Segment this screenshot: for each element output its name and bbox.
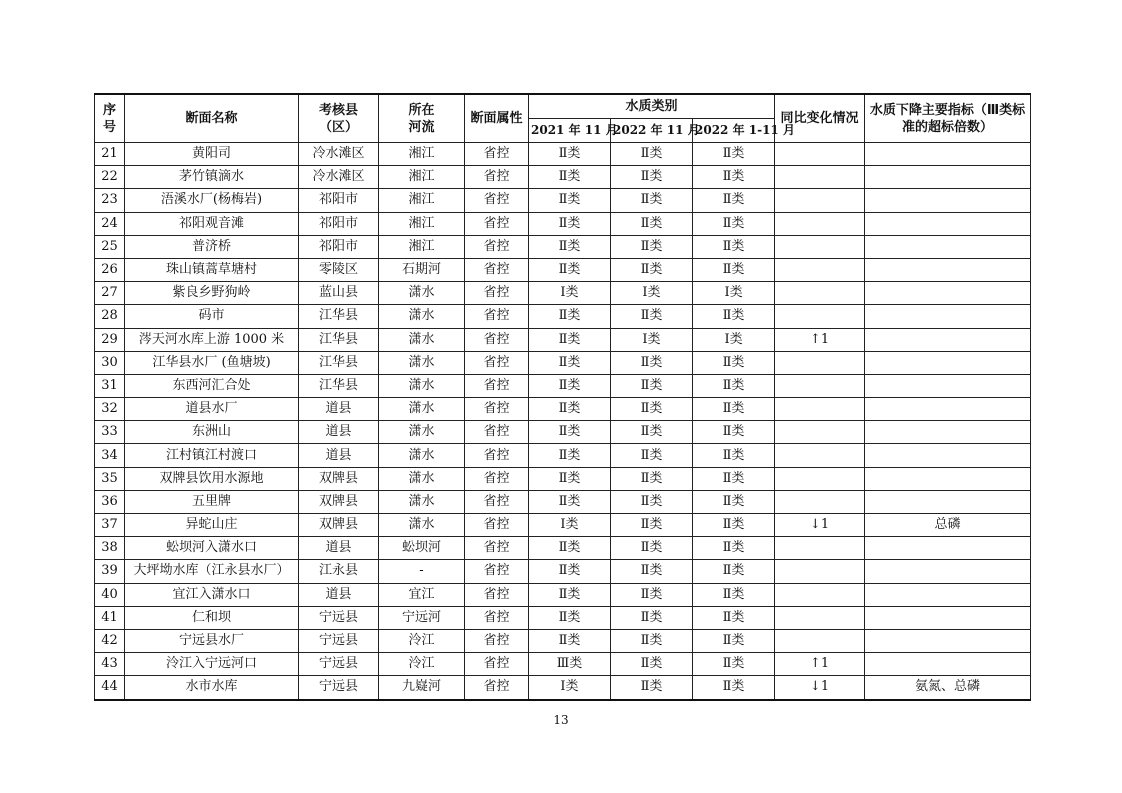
row-class-2021-nov: Ⅰ类 (529, 676, 611, 700)
header-water-quality: 水质类别 (529, 94, 775, 119)
row-county: 道县 (299, 398, 379, 421)
row-class-2022-nov: Ⅱ类 (611, 143, 693, 166)
row-class-2021-nov: Ⅱ类 (529, 490, 611, 513)
row-seq: 34 (95, 444, 125, 467)
row-class-2021-nov: Ⅱ类 (529, 537, 611, 560)
row-river: 泠江 (379, 629, 465, 652)
header-indicator: 水质下降主要指标（Ⅲ类标准的超标倍数） (865, 94, 1031, 143)
table-row (95, 676, 1031, 700)
row-attribute: 省控 (465, 351, 529, 374)
row-decline-indicator (865, 444, 1031, 467)
row-attribute: 省控 (465, 629, 529, 652)
table-row (95, 235, 1031, 258)
row-section-name: 东洲山 (125, 421, 299, 444)
row-attribute: 省控 (465, 305, 529, 328)
row-attribute: 省控 (465, 606, 529, 629)
row-county: 零陵区 (299, 258, 379, 281)
row-class-2022-range: Ⅱ类 (693, 351, 775, 374)
row-decline-indicator (865, 328, 1031, 351)
row-river: 潇水 (379, 421, 465, 444)
table-row (95, 189, 1031, 212)
row-class-2022-range: Ⅰ类 (693, 328, 775, 351)
row-seq: 31 (95, 374, 125, 397)
row-class-2022-nov: Ⅱ类 (611, 421, 693, 444)
row-class-2022-nov: Ⅱ类 (611, 351, 693, 374)
row-seq: 29 (95, 328, 125, 351)
row-river: 宜江 (379, 583, 465, 606)
row-seq: 38 (95, 537, 125, 560)
row-river: 潇水 (379, 467, 465, 490)
row-decline-indicator (865, 282, 1031, 305)
row-attribute: 省控 (465, 560, 529, 583)
row-class-2022-range: Ⅱ类 (693, 467, 775, 490)
row-attribute: 省控 (465, 467, 529, 490)
row-class-2021-nov: Ⅱ类 (529, 328, 611, 351)
table-row (95, 374, 1031, 397)
row-yoy-change (775, 467, 865, 490)
row-decline-indicator (865, 421, 1031, 444)
row-class-2021-nov: Ⅱ类 (529, 444, 611, 467)
row-decline-indicator (865, 189, 1031, 212)
row-class-2021-nov: Ⅱ类 (529, 421, 611, 444)
row-class-2022-range: Ⅱ类 (693, 653, 775, 676)
row-yoy-change (775, 537, 865, 560)
row-decline-indicator (865, 235, 1031, 258)
row-class-2021-nov: Ⅱ类 (529, 189, 611, 212)
row-class-2021-nov: Ⅱ类 (529, 305, 611, 328)
row-class-2021-nov: Ⅱ类 (529, 235, 611, 258)
row-yoy-change (775, 421, 865, 444)
row-class-2022-nov: Ⅱ类 (611, 537, 693, 560)
row-class-2022-nov: Ⅰ类 (611, 328, 693, 351)
row-attribute: 省控 (465, 421, 529, 444)
row-class-2022-range: Ⅱ类 (693, 444, 775, 467)
row-section-name: 泠江入宁远河口 (125, 653, 299, 676)
table-row (95, 143, 1031, 166)
row-seq: 22 (95, 166, 125, 189)
row-river: 潇水 (379, 328, 465, 351)
row-attribute: 省控 (465, 490, 529, 513)
row-class-2022-range: Ⅱ类 (693, 560, 775, 583)
row-county: 江华县 (299, 374, 379, 397)
row-class-2022-range: Ⅱ类 (693, 189, 775, 212)
row-section-name: 道县水厂 (125, 398, 299, 421)
row-yoy-change (775, 143, 865, 166)
row-attribute: 省控 (465, 258, 529, 281)
row-county: 江华县 (299, 305, 379, 328)
row-river: 潇水 (379, 282, 465, 305)
row-river: 潇水 (379, 514, 465, 537)
row-yoy-change (775, 212, 865, 235)
row-yoy-change (775, 305, 865, 328)
header-name: 断面名称 (125, 94, 299, 143)
row-river: 宁远河 (379, 606, 465, 629)
row-river: - (379, 560, 465, 583)
row-class-2021-nov: Ⅱ类 (529, 606, 611, 629)
row-section-name: 异蛇山庄 (125, 514, 299, 537)
row-decline-indicator (865, 606, 1031, 629)
row-attribute: 省控 (465, 398, 529, 421)
header-river: 所在河流 (379, 94, 465, 143)
row-river: 湘江 (379, 189, 465, 212)
table-row (95, 258, 1031, 281)
row-decline-indicator (865, 258, 1031, 281)
table-row (95, 606, 1031, 629)
row-county: 冷水滩区 (299, 143, 379, 166)
row-seq: 28 (95, 305, 125, 328)
table-body (95, 143, 1031, 700)
row-decline-indicator (865, 374, 1031, 397)
row-county: 双牌县 (299, 467, 379, 490)
row-river: 湘江 (379, 212, 465, 235)
row-class-2022-range: Ⅱ类 (693, 421, 775, 444)
row-yoy-change (775, 398, 865, 421)
row-class-2022-range: Ⅱ类 (693, 583, 775, 606)
row-attribute: 省控 (465, 166, 529, 189)
header-yoy: 同比变化情况 (775, 94, 865, 143)
row-river: 潇水 (379, 305, 465, 328)
row-county: 江永县 (299, 560, 379, 583)
row-county: 宁远县 (299, 653, 379, 676)
row-section-name: 黄阳司 (125, 143, 299, 166)
table-row (95, 629, 1031, 652)
row-class-2021-nov: Ⅲ类 (529, 653, 611, 676)
row-decline-indicator (865, 629, 1031, 652)
row-class-2021-nov: Ⅰ类 (529, 514, 611, 537)
row-seq: 33 (95, 421, 125, 444)
table-row (95, 328, 1031, 351)
row-section-name: 宁远县水厂 (125, 629, 299, 652)
row-section-name: 江村镇江村渡口 (125, 444, 299, 467)
row-class-2022-nov: Ⅱ类 (611, 258, 693, 281)
row-county: 双牌县 (299, 514, 379, 537)
row-class-2022-range: Ⅱ类 (693, 143, 775, 166)
row-attribute: 省控 (465, 583, 529, 606)
row-river: 湘江 (379, 235, 465, 258)
row-class-2022-nov: Ⅱ类 (611, 189, 693, 212)
row-section-name: 五里牌 (125, 490, 299, 513)
row-class-2022-nov: Ⅱ类 (611, 374, 693, 397)
row-section-name: 蚣坝河入潇水口 (125, 537, 299, 560)
row-section-name: 祁阳观音滩 (125, 212, 299, 235)
row-yoy-change: ↓1 (775, 514, 865, 537)
row-seq: 40 (95, 583, 125, 606)
row-class-2022-nov: Ⅱ类 (611, 212, 693, 235)
row-section-name: 水市水库 (125, 676, 299, 700)
row-section-name: 茅竹镇滴水 (125, 166, 299, 189)
table-row (95, 421, 1031, 444)
row-section-name: 珠山镇蒿草塘村 (125, 258, 299, 281)
row-decline-indicator: 总磷 (865, 514, 1031, 537)
row-class-2022-nov: Ⅱ类 (611, 676, 693, 700)
row-county: 双牌县 (299, 490, 379, 513)
row-class-2022-nov: Ⅱ类 (611, 305, 693, 328)
row-county: 宁远县 (299, 629, 379, 652)
table-row (95, 583, 1031, 606)
row-seq: 42 (95, 629, 125, 652)
row-class-2022-range: Ⅱ类 (693, 490, 775, 513)
row-attribute: 省控 (465, 282, 529, 305)
row-decline-indicator (865, 653, 1031, 676)
row-river: 湘江 (379, 143, 465, 166)
row-seq: 44 (95, 676, 125, 700)
water-quality-table (94, 93, 1031, 701)
row-county: 道县 (299, 583, 379, 606)
row-seq: 30 (95, 351, 125, 374)
row-seq: 41 (95, 606, 125, 629)
row-section-name: 东西河汇合处 (125, 374, 299, 397)
table-row (95, 537, 1031, 560)
row-class-2022-range: Ⅱ类 (693, 258, 775, 281)
row-class-2022-range: Ⅱ类 (693, 514, 775, 537)
row-class-2022-range: Ⅱ类 (693, 537, 775, 560)
row-class-2022-range: Ⅱ类 (693, 629, 775, 652)
row-river: 潇水 (379, 374, 465, 397)
row-county: 江华县 (299, 328, 379, 351)
table-row (95, 444, 1031, 467)
row-seq: 37 (95, 514, 125, 537)
row-seq: 26 (95, 258, 125, 281)
row-county: 江华县 (299, 351, 379, 374)
row-class-2022-range: Ⅱ类 (693, 676, 775, 700)
row-class-2021-nov: Ⅱ类 (529, 398, 611, 421)
table-row (95, 490, 1031, 513)
header-2022-range: 2022 年 1-11 月 (693, 119, 775, 143)
row-section-name: 涔天河水库上游 1000 米 (125, 328, 299, 351)
row-attribute: 省控 (465, 676, 529, 700)
table-row (95, 653, 1031, 676)
row-decline-indicator: 氨氮、总磷 (865, 676, 1031, 700)
table-row (95, 305, 1031, 328)
row-county: 道县 (299, 421, 379, 444)
table-row (95, 351, 1031, 374)
row-county: 冷水滩区 (299, 166, 379, 189)
row-class-2022-nov: Ⅱ类 (611, 653, 693, 676)
row-class-2022-nov: Ⅱ类 (611, 583, 693, 606)
row-yoy-change: ↓1 (775, 676, 865, 700)
row-section-name: 江华县水厂 (鱼塘坡) (125, 351, 299, 374)
row-yoy-change (775, 490, 865, 513)
row-yoy-change (775, 583, 865, 606)
row-class-2021-nov: Ⅱ类 (529, 143, 611, 166)
row-county: 祁阳市 (299, 235, 379, 258)
row-river: 九嶷河 (379, 676, 465, 700)
header-county: 考核县（区） (299, 94, 379, 143)
row-yoy-change (775, 560, 865, 583)
row-decline-indicator (865, 212, 1031, 235)
row-class-2022-nov: Ⅱ类 (611, 467, 693, 490)
row-seq: 24 (95, 212, 125, 235)
row-seq: 39 (95, 560, 125, 583)
row-county: 祁阳市 (299, 212, 379, 235)
row-attribute: 省控 (465, 212, 529, 235)
row-river: 潇水 (379, 490, 465, 513)
row-river: 潇水 (379, 444, 465, 467)
row-class-2021-nov: Ⅱ类 (529, 166, 611, 189)
row-seq: 36 (95, 490, 125, 513)
row-yoy-change (775, 258, 865, 281)
row-decline-indicator (865, 583, 1031, 606)
row-decline-indicator (865, 305, 1031, 328)
table-row (95, 166, 1031, 189)
row-seq: 43 (95, 653, 125, 676)
row-yoy-change (775, 351, 865, 374)
row-section-name: 仁和坝 (125, 606, 299, 629)
row-county: 道县 (299, 537, 379, 560)
row-class-2022-range: Ⅱ类 (693, 166, 775, 189)
row-decline-indicator (865, 467, 1031, 490)
row-class-2022-range: Ⅱ类 (693, 235, 775, 258)
row-class-2022-nov: Ⅱ类 (611, 444, 693, 467)
table-row (95, 560, 1031, 583)
row-attribute: 省控 (465, 444, 529, 467)
row-class-2022-range: Ⅱ类 (693, 212, 775, 235)
row-class-2022-range: Ⅱ类 (693, 374, 775, 397)
row-river: 泠江 (379, 653, 465, 676)
row-class-2022-nov: Ⅱ类 (611, 490, 693, 513)
row-seq: 25 (95, 235, 125, 258)
header-2022-nov: 2022 年 11 月 (611, 119, 693, 143)
row-attribute: 省控 (465, 189, 529, 212)
row-river: 潇水 (379, 351, 465, 374)
row-class-2021-nov: Ⅱ类 (529, 374, 611, 397)
row-section-name: 浯溪水厂(杨梅岩) (125, 189, 299, 212)
row-section-name: 码市 (125, 305, 299, 328)
row-class-2022-nov: Ⅱ类 (611, 235, 693, 258)
row-yoy-change: ↑1 (775, 328, 865, 351)
row-river: 石期河 (379, 258, 465, 281)
row-decline-indicator (865, 166, 1031, 189)
row-river: 蚣坝河 (379, 537, 465, 560)
row-seq: 21 (95, 143, 125, 166)
row-attribute: 省控 (465, 143, 529, 166)
row-class-2022-nov: Ⅱ类 (611, 166, 693, 189)
table-row (95, 282, 1031, 305)
row-class-2022-nov: Ⅰ类 (611, 282, 693, 305)
row-class-2021-nov: Ⅱ类 (529, 467, 611, 490)
row-class-2021-nov: Ⅱ类 (529, 351, 611, 374)
row-class-2022-range: Ⅱ类 (693, 305, 775, 328)
header-2021-nov: 2021 年 11 月 (529, 119, 611, 143)
row-attribute: 省控 (465, 235, 529, 258)
row-county: 道县 (299, 444, 379, 467)
row-attribute: 省控 (465, 514, 529, 537)
row-attribute: 省控 (465, 653, 529, 676)
row-section-name: 紫良乡野狗岭 (125, 282, 299, 305)
row-yoy-change (775, 444, 865, 467)
row-yoy-change (775, 189, 865, 212)
row-section-name: 普济桥 (125, 235, 299, 258)
row-yoy-change (775, 374, 865, 397)
header-attr: 断面属性 (465, 94, 529, 143)
row-seq: 23 (95, 189, 125, 212)
header-seq: 序号 (95, 94, 125, 143)
row-county: 宁远县 (299, 606, 379, 629)
row-class-2022-range: Ⅰ类 (693, 282, 775, 305)
row-yoy-change (775, 166, 865, 189)
row-class-2022-nov: Ⅱ类 (611, 514, 693, 537)
row-decline-indicator (865, 537, 1031, 560)
row-seq: 27 (95, 282, 125, 305)
row-county: 祁阳市 (299, 189, 379, 212)
table-row (95, 398, 1031, 421)
row-river: 潇水 (379, 398, 465, 421)
row-attribute: 省控 (465, 328, 529, 351)
row-county: 蓝山县 (299, 282, 379, 305)
row-class-2021-nov: Ⅱ类 (529, 258, 611, 281)
row-decline-indicator (865, 143, 1031, 166)
row-class-2021-nov: Ⅱ类 (529, 629, 611, 652)
row-section-name: 双牌县饮用水源地 (125, 467, 299, 490)
row-county: 宁远县 (299, 676, 379, 700)
row-class-2022-nov: Ⅱ类 (611, 606, 693, 629)
row-yoy-change (775, 629, 865, 652)
row-yoy-change (775, 606, 865, 629)
row-class-2022-range: Ⅱ类 (693, 398, 775, 421)
row-class-2021-nov: Ⅱ类 (529, 583, 611, 606)
row-decline-indicator (865, 490, 1031, 513)
row-decline-indicator (865, 560, 1031, 583)
row-section-name: 大坪坳水库（江永县水厂） (125, 560, 299, 583)
row-attribute: 省控 (465, 537, 529, 560)
row-decline-indicator (865, 351, 1031, 374)
row-section-name: 宜江入潇水口 (125, 583, 299, 606)
table-row (95, 212, 1031, 235)
row-river: 湘江 (379, 166, 465, 189)
row-class-2021-nov: Ⅱ类 (529, 560, 611, 583)
row-class-2021-nov: Ⅱ类 (529, 212, 611, 235)
table-row (95, 467, 1031, 490)
row-yoy-change (775, 235, 865, 258)
row-seq: 35 (95, 467, 125, 490)
row-decline-indicator (865, 398, 1031, 421)
row-seq: 32 (95, 398, 125, 421)
row-class-2022-nov: Ⅱ类 (611, 629, 693, 652)
row-class-2021-nov: Ⅰ类 (529, 282, 611, 305)
table-row (95, 514, 1031, 537)
row-yoy-change: ↑1 (775, 653, 865, 676)
row-attribute: 省控 (465, 374, 529, 397)
row-yoy-change (775, 282, 865, 305)
row-class-2022-nov: Ⅱ类 (611, 560, 693, 583)
row-class-2022-range: Ⅱ类 (693, 606, 775, 629)
row-class-2022-nov: Ⅱ类 (611, 398, 693, 421)
page-number: 13 (553, 713, 569, 727)
